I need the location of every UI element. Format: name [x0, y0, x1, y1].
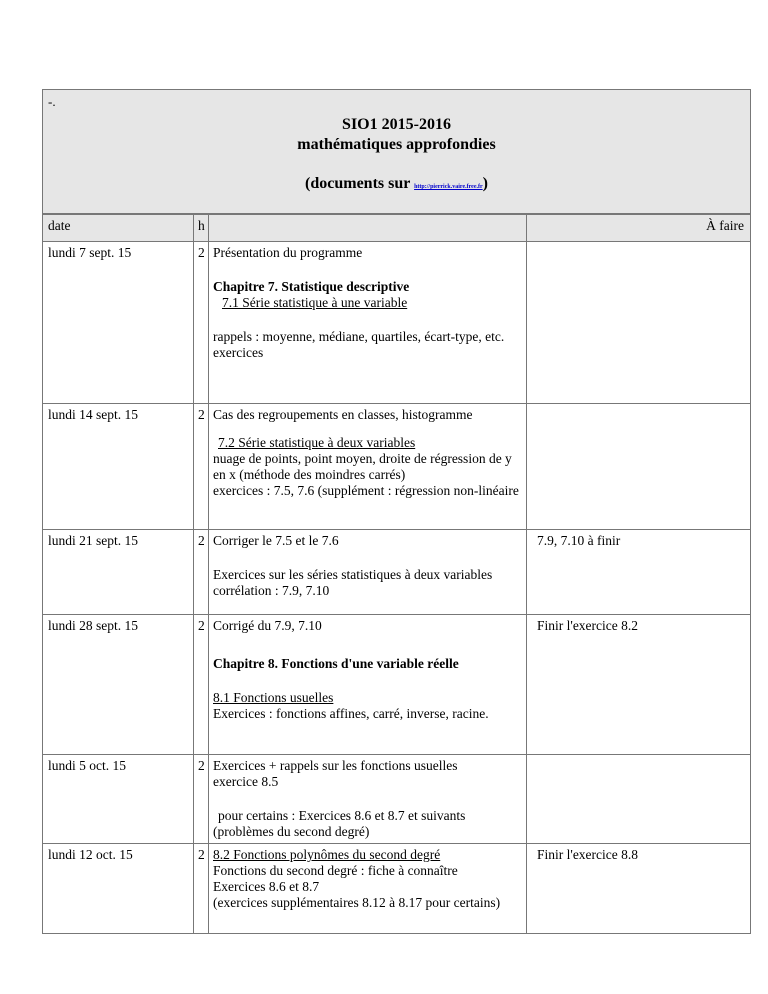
row-line: pour certains : Exercices 8.6 et 8.7 et suivants: [218, 808, 466, 823]
row-date: lundi 14 sept. 15: [43, 404, 194, 530]
row-todo: Finir l'exercice 8.2: [527, 615, 751, 755]
column-header-hours: h: [194, 215, 209, 242]
row-line: Fonctions du second degré : fiche à connaître: [213, 863, 458, 878]
row-line: (problèmes du second degré): [213, 824, 370, 839]
row-content: [209, 242, 527, 404]
row-hours: 2: [194, 530, 209, 615]
header-banner: [42, 89, 751, 214]
row-line: exercices: [213, 345, 264, 360]
row-hours: 2: [194, 615, 209, 755]
section-title: 8.1 Fonctions usuelles: [213, 690, 334, 705]
row-line: exercices : 7.5, 7.6 (supplément : régression non-linéaire: [213, 483, 519, 498]
column-header-date: date: [43, 215, 194, 242]
table-row: [43, 530, 751, 615]
column-header-todo: À faire: [527, 215, 751, 242]
row-date: lundi 12 oct. 15: [43, 844, 194, 934]
documents-link[interactable]: http://pierrick.vaire.free.fr: [414, 184, 483, 190]
row-line: Exercices sur les séries statistiques à deux variables: [213, 567, 493, 582]
row-date: lundi 5 oct. 15: [43, 755, 194, 844]
row-content: [209, 615, 527, 755]
schedule-page: [42, 89, 751, 934]
row-date: lundi 21 sept. 15: [43, 530, 194, 615]
row-line: Présentation du programme: [213, 245, 363, 260]
row-content: [209, 404, 527, 530]
chapter-title: Chapitre 7. Statistique descriptive: [213, 279, 410, 294]
section-title: 8.2 Fonctions polynômes du second degré: [213, 847, 441, 862]
documents-line: [43, 175, 750, 193]
page-title: [43, 115, 750, 155]
row-line: Exercices + rappels sur les fonctions usuelles: [213, 758, 458, 773]
row-date: lundi 7 sept. 15: [43, 242, 194, 404]
chapter-title: Chapitre 8. Fonctions d'une variable réelle: [213, 656, 459, 671]
header-dash: -.: [48, 94, 56, 109]
row-line: Exercices 8.6 et 8.7: [213, 879, 320, 894]
row-content: [209, 530, 527, 615]
row-hours: 2: [194, 844, 209, 934]
row-hours: 2: [194, 404, 209, 530]
schedule-table: [42, 214, 751, 934]
table-row: [43, 844, 751, 934]
row-line: rappels : moyenne, médiane, quartiles, écart-type, etc.: [213, 329, 505, 344]
row-line: exercice 8.5: [213, 774, 279, 789]
row-content: [209, 844, 527, 934]
row-todo: [527, 755, 751, 844]
title-line-1: SIO1 2015-2016: [342, 116, 451, 133]
table-header-row: [43, 215, 751, 242]
row-date: lundi 28 sept. 15: [43, 615, 194, 755]
documents-suffix: ): [482, 175, 488, 192]
row-line: Corrigé du 7.9, 7.10: [213, 618, 322, 633]
title-line-2: mathématiques approfondies: [297, 136, 496, 153]
row-line: Cas des regroupements en classes, histogramme: [213, 407, 473, 422]
table-row: [43, 755, 751, 844]
column-header-content: [209, 215, 527, 242]
row-line: (exercices supplémentaires 8.12 à 8.17 pour certains): [213, 895, 501, 910]
row-todo: [527, 242, 751, 404]
section-title: 7.2 Série statistique à deux variables: [218, 435, 416, 450]
section-title: 7.1 Série statistique à une variable: [222, 295, 408, 310]
row-hours: 2: [194, 242, 209, 404]
documents-prefix: (documents sur: [305, 175, 411, 192]
table-row: [43, 615, 751, 755]
row-todo: Finir l'exercice 8.8: [527, 844, 751, 934]
row-line: Exercices : fonctions affines, carré, inverse, racine.: [213, 706, 489, 721]
row-todo: [527, 404, 751, 530]
row-line: nuage de points, point moyen, droite de régression de y en x (méthode des moindres carrés): [213, 451, 512, 482]
table-row: [43, 242, 751, 404]
row-content: [209, 755, 527, 844]
row-line: corrélation : 7.9, 7.10: [213, 583, 330, 598]
table-row: [43, 404, 751, 530]
row-todo: 7.9, 7.10 à finir: [527, 530, 751, 615]
row-hours: 2: [194, 755, 209, 844]
row-line: Corriger le 7.5 et le 7.6: [213, 533, 339, 548]
